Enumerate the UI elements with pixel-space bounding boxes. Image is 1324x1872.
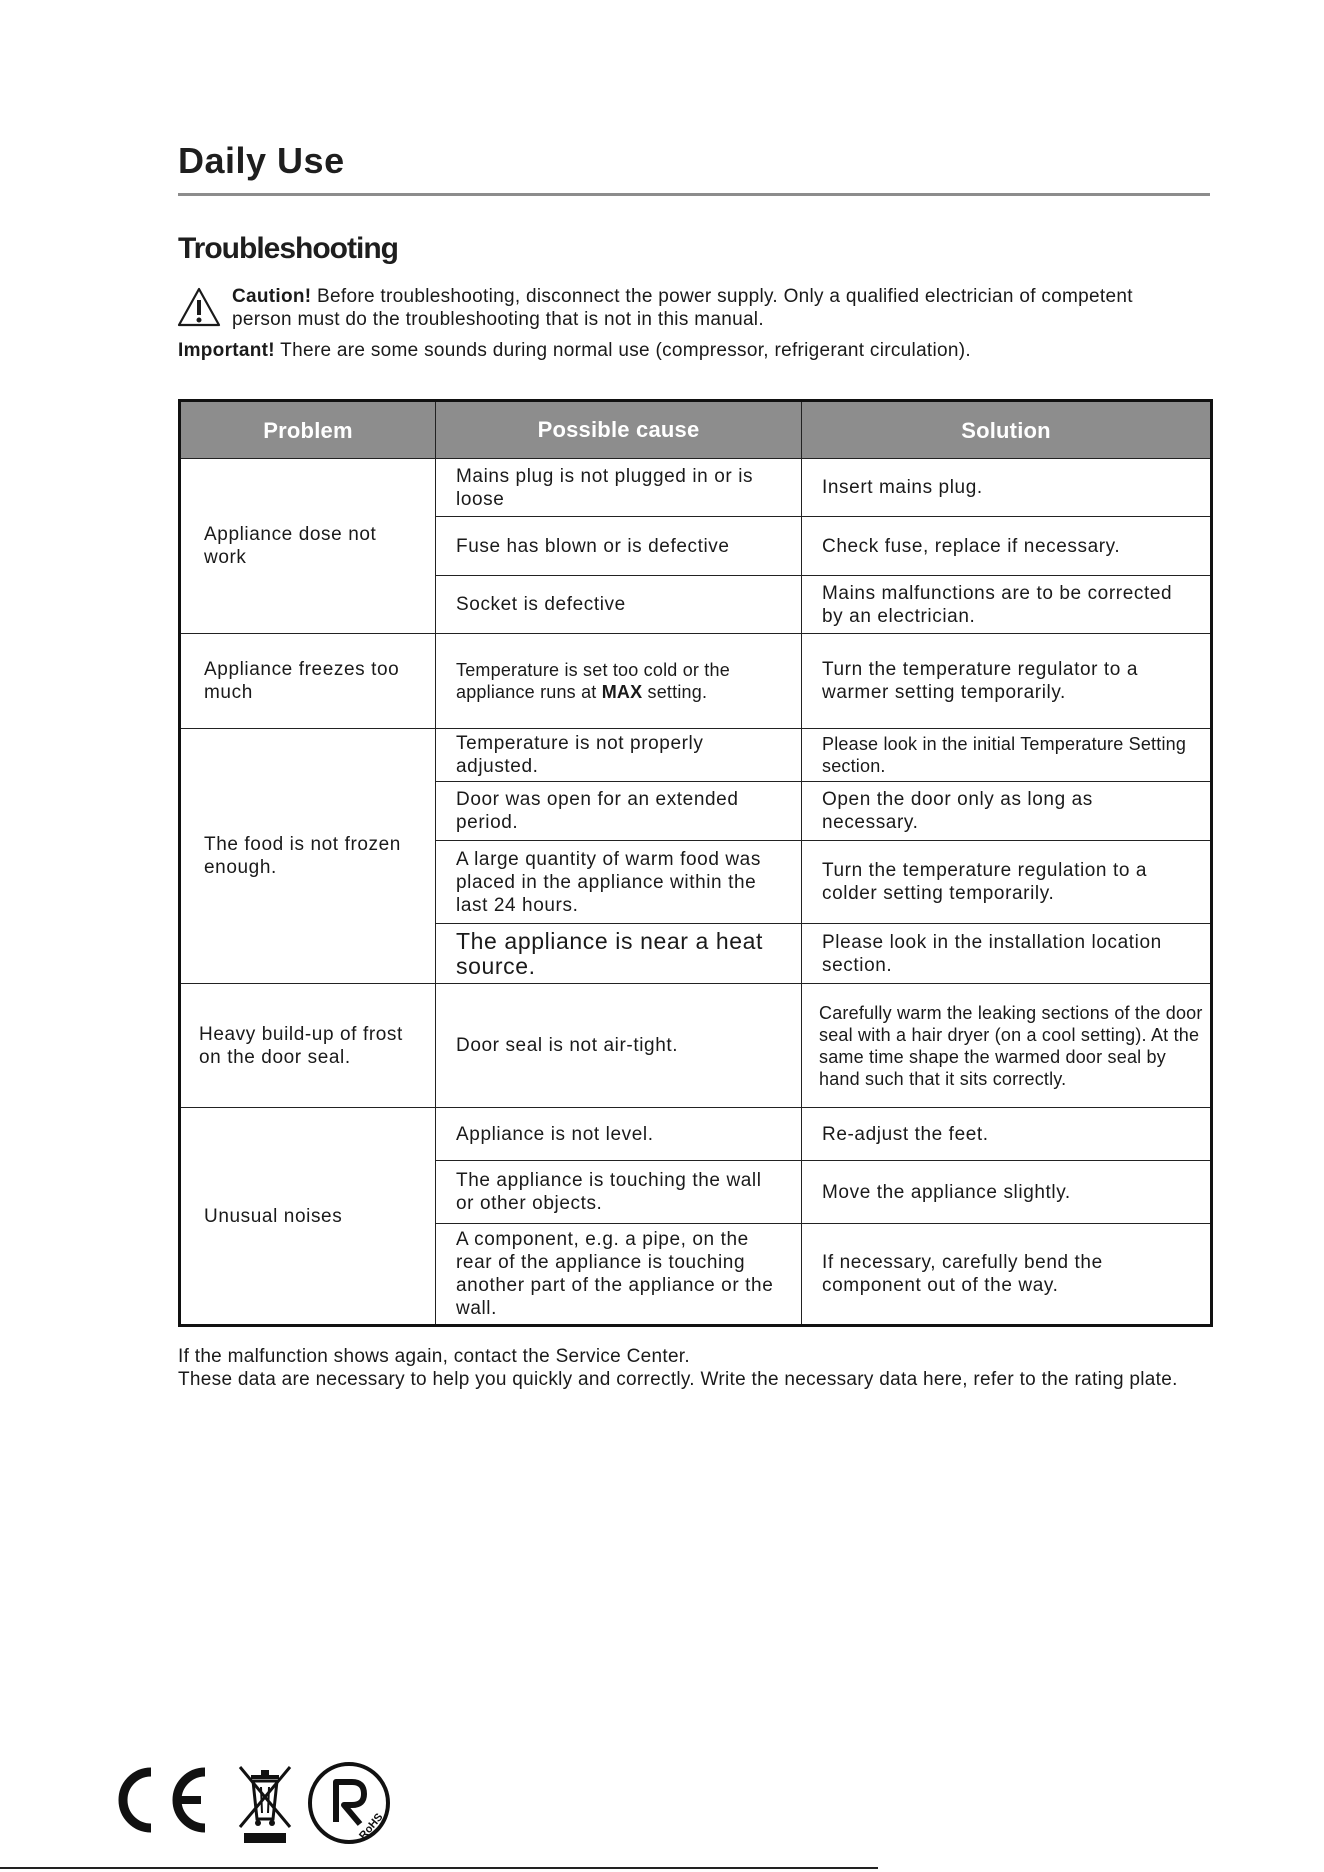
cause-text: Temperature is set too cold or the appliance runs at xyxy=(456,660,730,702)
page-title: Troubleshooting xyxy=(178,232,398,265)
cause-text: setting. xyxy=(642,682,708,702)
solution-cell: Move the appliance slightly. xyxy=(802,1161,1212,1224)
rohs-mark xyxy=(306,1760,392,1846)
ce-mark xyxy=(105,1760,215,1840)
solution-cell: Please look in the installation location section. xyxy=(802,924,1212,984)
solution-cell: Check fuse, replace if necessary. xyxy=(802,517,1212,576)
solution-cell: Re-adjust the feet. xyxy=(802,1108,1212,1161)
problem-cell: Heavy build-up of frost on the door seal. xyxy=(180,984,436,1108)
troubleshooting-table xyxy=(178,399,1213,1327)
caution-label: Caution! xyxy=(232,286,312,307)
section-divider xyxy=(178,193,1210,196)
solution-cell: Please look in the initial Temperature Setting section. xyxy=(802,729,1212,782)
section-title: Daily Use xyxy=(178,140,345,181)
cause-cell: Mains plug is not plugged in or is loose xyxy=(436,459,802,517)
problem-cell: The food is not frozen enough. xyxy=(180,729,436,984)
header-possible-cause: Possible cause xyxy=(436,401,802,459)
solution-cell: Open the door only as long as necessary. xyxy=(802,782,1212,841)
table-row xyxy=(180,984,1212,1108)
table-header-row xyxy=(180,401,1212,459)
caution-body: Before troubleshooting, disconnect the power supply. Only a qualified electrician of competent person must do the troubleshooting that is not in this manual. xyxy=(232,286,1133,330)
cause-cell: Temperature is not properly adjusted. xyxy=(436,729,802,782)
footer-line: These data are necessary to help you quickly and correctly. Write the necessary data here, refer to the rating plate. xyxy=(178,1369,1178,1390)
table-row xyxy=(180,459,1212,517)
solution-cell: Insert mains plug. xyxy=(802,459,1212,517)
important-notice xyxy=(178,339,1218,362)
solution-cell: Mains malfunctions are to be corrected by an electrician. xyxy=(802,576,1212,634)
table-row xyxy=(180,634,1212,729)
max-setting-label: MAX xyxy=(601,682,643,702)
footer-line: If the malfunction shows again, contact the Service Center. xyxy=(178,1346,690,1367)
solution-cell: If necessary, carefully bend the component out of the way. xyxy=(802,1224,1212,1326)
important-label: Important! xyxy=(178,340,275,361)
cause-cell xyxy=(436,634,802,729)
cause-cell: The appliance is near a heat source. xyxy=(436,924,802,984)
cause-cell: Door seal is not air-tight. xyxy=(436,984,802,1108)
header-solution: Solution xyxy=(802,401,1212,459)
page-bottom-rule xyxy=(0,1867,878,1869)
cause-cell: A component, e.g. a pipe, on the rear of the appliance is touching another part of the appliance or the wall. xyxy=(436,1224,802,1326)
cause-cell: A large quantity of warm food was placed in the appliance within the last 24 hours. xyxy=(436,841,802,924)
solution-cell: Carefully warm the leaking sections of the door seal with a hair dryer (on a cool setting). At the same time shape the warmed door seal by hand such that it sits correctly. xyxy=(802,984,1212,1108)
header-problem: Problem xyxy=(180,401,436,459)
problem-cell: Appliance freezes too much xyxy=(180,634,436,729)
svg-text:RoHS: RoHS xyxy=(357,1811,386,1842)
cause-cell: Appliance is not level. xyxy=(436,1108,802,1161)
solution-cell: Turn the temperature regulator to a warmer setting temporarily. xyxy=(802,634,1212,729)
caution-icon xyxy=(176,286,222,328)
cause-cell: Door was open for an extended period. xyxy=(436,782,802,841)
weee-icon xyxy=(236,1763,294,1845)
important-body: There are some sounds during normal use (compressor, refrigerant circulation). xyxy=(274,340,971,361)
problem-cell: Unusual noises xyxy=(180,1108,436,1326)
cause-cell: The appliance is touching the wall or other objects. xyxy=(436,1161,802,1224)
cause-cell: Fuse has blown or is defective xyxy=(436,517,802,576)
caution-notice xyxy=(232,285,1192,331)
problem-cell: Appliance dose not work xyxy=(180,459,436,634)
cause-cell: Socket is defective xyxy=(436,576,802,634)
table-row xyxy=(180,729,1212,782)
solution-cell: Turn the temperature regulation to a colder setting temporarily. xyxy=(802,841,1212,924)
footer-note xyxy=(178,1345,1218,1391)
table-row xyxy=(180,1108,1212,1161)
